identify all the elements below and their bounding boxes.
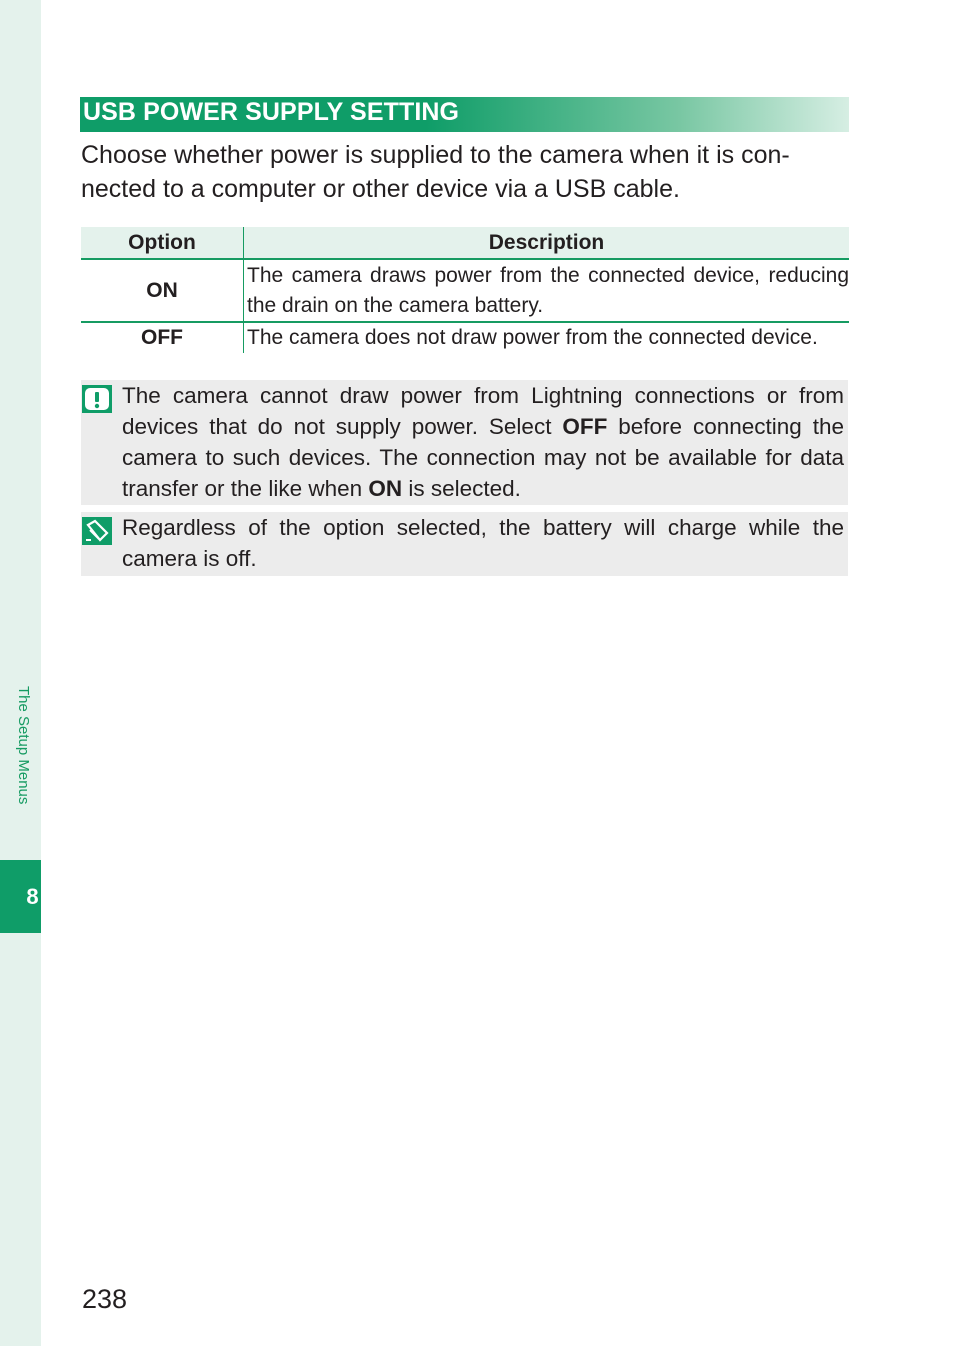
description-cell: The camera draws power from the connected device, reducing the drain on the camera battery. <box>244 259 850 322</box>
intro-line-2: nected to a computer or other device via a USB cable. <box>81 175 680 203</box>
option-cell: OFF <box>81 322 244 353</box>
caution-icon <box>81 384 113 414</box>
section-heading: USB POWER SUPPLY SETTING <box>83 98 460 126</box>
tip-text: Regardless of the option selected, the battery will charge while the camera is off. <box>122 515 844 571</box>
section-heading-bar <box>80 97 849 132</box>
memo-icon <box>81 516 113 546</box>
options-table <box>81 227 849 353</box>
caution-text: The camera cannot draw power from Lightning connections or from devices that do not supply power. Select OFF before connecting the camera to such devices. The connection may not be available for data transfer or the like when ON is selected. <box>122 383 844 501</box>
header-option: Option <box>81 227 244 259</box>
table-header-row <box>81 227 849 259</box>
intro-paragraph <box>81 138 851 206</box>
table-row <box>81 259 849 322</box>
chapter-number-block <box>0 860 41 933</box>
intro-line-1: Choose whether power is supplied to the camera when it is con- <box>81 141 790 169</box>
option-cell: ON <box>81 259 244 322</box>
chapter-label: The Setup Menus <box>15 686 32 805</box>
side-tab <box>0 0 41 1346</box>
tip-note <box>81 512 848 576</box>
caution-note <box>81 380 848 505</box>
page-number: 238 <box>82 1284 128 1314</box>
table-row <box>81 322 849 353</box>
description-cell: The camera does not draw power from the connected device. <box>247 326 818 349</box>
chapter-number: 8 <box>26 883 39 909</box>
header-description: Description <box>244 227 850 259</box>
